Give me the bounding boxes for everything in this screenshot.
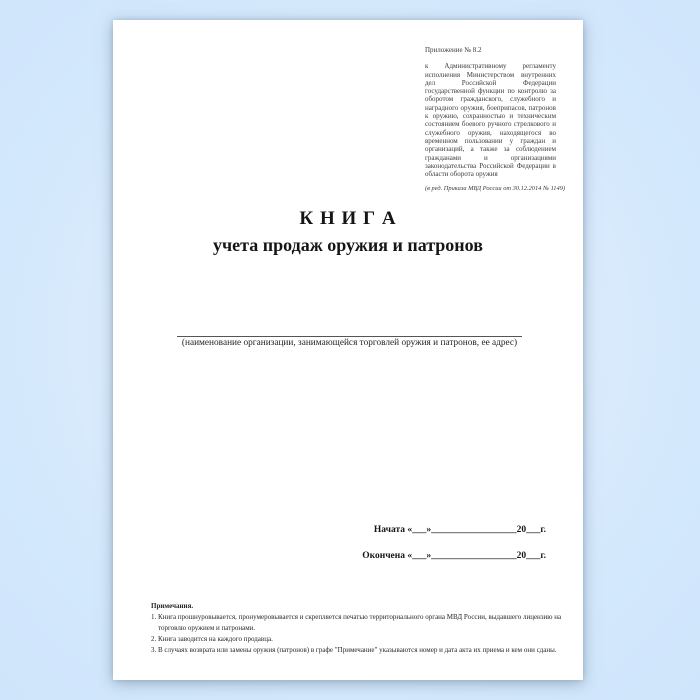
book-title: К Н И Г А bbox=[299, 208, 397, 229]
note-item-3: 3. В случаях возврата или замены оружия (патронов) в графе "Примечание" указываются номер и дата акта их приема и кем они сданы. bbox=[151, 646, 557, 654]
date-finished-line: Окончена «___»__________________20___г. bbox=[362, 551, 546, 561]
organization-fill-line bbox=[177, 320, 522, 337]
notes-title: Примечания. bbox=[151, 602, 194, 610]
organization-caption: (наименование организации, занимающейся торговлей оружия и патронов, ее адрес) bbox=[181, 338, 518, 348]
appendix-number: Приложение № 8.2 bbox=[425, 46, 482, 54]
document-page bbox=[113, 20, 583, 680]
organization-block bbox=[177, 320, 522, 348]
title-block bbox=[113, 208, 583, 256]
appendix-regulation-text: к Административному регламенту исполнения Министерством внутренних дел Российской Федерации государственной функции по контролю за оборотом гражданского, служебного и наградного оружия, боеприпасов, патронов к оружию, сохранностью и техническим состоянием боевого ручного стрелкового и служебного оружия, находящегося во временном пользовании у граждан и организаций, а также за соблюдением гражданами и организациями законодательства Российской Федерации в области оборота оружия bbox=[425, 62, 556, 179]
dates-block bbox=[362, 525, 546, 577]
appendix-block bbox=[425, 46, 566, 194]
note-item-2: 2. Книга заводится на каждого продавца. bbox=[151, 635, 273, 643]
notes-block bbox=[151, 601, 565, 656]
appendix-revision-note: (в ред. Приказа МВД России от 30.12.2014 № 1149) bbox=[425, 185, 566, 193]
book-subtitle: учета продаж оружия и патронов bbox=[213, 235, 483, 255]
date-started-line: Начата «___»__________________20___г. bbox=[373, 525, 546, 535]
note-item-1: 1. Книга прошнуровывается, пронумеровывается и скрепляется печатью территориального органа МВД России, выдавшего лицензию на торговлю оружием и патронами. bbox=[151, 613, 562, 632]
